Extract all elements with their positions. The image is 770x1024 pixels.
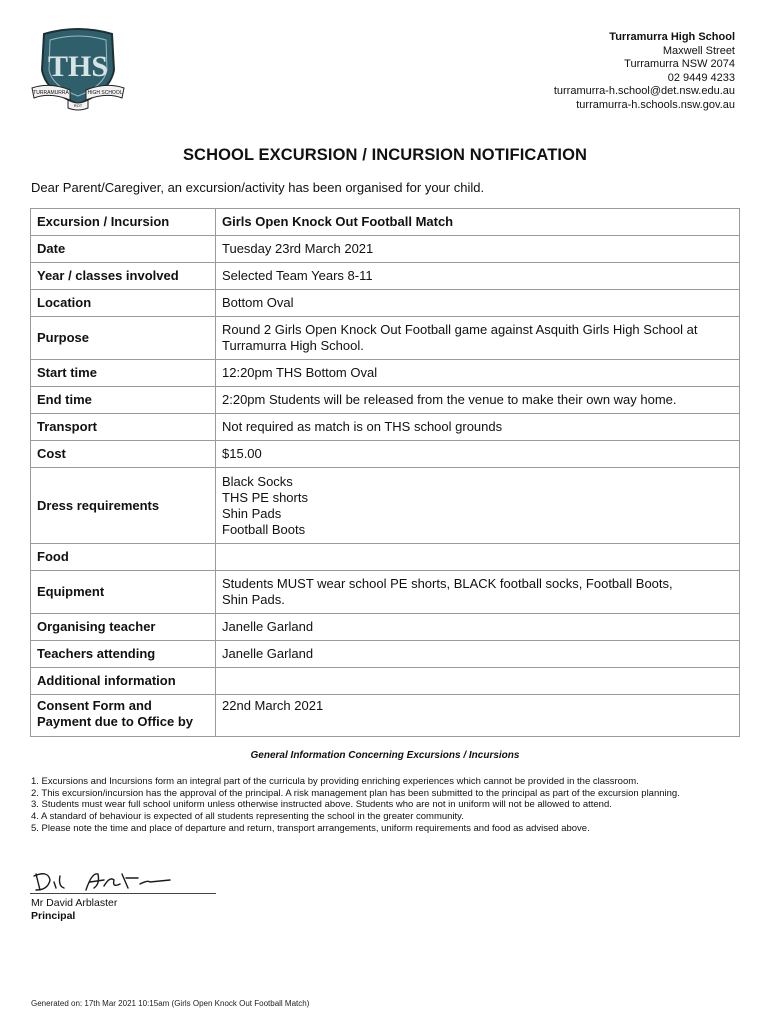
row-food xyxy=(31,544,740,571)
row-end-time xyxy=(31,387,740,414)
intro-text: Dear Parent/Caregiver, an excursion/activity has been organised for your child. xyxy=(31,180,485,195)
label-dress: Dress requirements xyxy=(31,468,216,544)
row-organising-teacher xyxy=(31,614,740,641)
value-cost: $15.00 xyxy=(216,441,740,468)
dress-item: Football Boots xyxy=(222,521,306,537)
signature-line xyxy=(30,893,216,894)
value-transport: Not required as match is on THS school grounds xyxy=(216,414,740,441)
value-excursion: Girls Open Knock Out Football Match xyxy=(216,209,740,236)
label-consent xyxy=(31,695,216,737)
consent-label-line-2: Payment due to Office by xyxy=(37,714,194,729)
school-suburb: Turramurra NSW 2074 xyxy=(624,58,735,71)
school-crest-logo xyxy=(30,26,126,112)
label-date: Date xyxy=(31,236,216,263)
equipment-line-1: Students MUST wear school PE shorts, BLACK football socks, Football Boots, xyxy=(222,576,673,591)
value-food xyxy=(216,544,740,571)
label-cost: Cost xyxy=(31,441,216,468)
general-info-item: 2. This excursion/incursion has the approval of the principal. A risk management plan has been submitted to the principal as part of the excursion planning. xyxy=(31,787,680,799)
row-consent xyxy=(31,695,740,737)
row-start-time xyxy=(31,360,740,387)
label-year: Year / classes involved xyxy=(31,263,216,290)
row-year xyxy=(31,263,740,290)
crest-scroll-left-text: TURRAMURRA xyxy=(33,90,69,96)
row-equipment xyxy=(31,571,740,614)
school-street: Maxwell Street xyxy=(662,44,735,57)
value-date: Tuesday 23rd March 2021 xyxy=(216,236,740,263)
general-info-item: 1. Excursions and Incursions form an integral part of the curricula by providing enriching experiences which cannot be provided in the classroom. xyxy=(31,776,639,787)
row-purpose xyxy=(31,317,740,360)
label-food: Food xyxy=(31,544,216,571)
label-purpose: Purpose xyxy=(31,317,216,360)
purpose-line-2: Turramurra High School. xyxy=(222,338,364,353)
school-name: Turramurra High School xyxy=(609,31,735,43)
row-additional xyxy=(31,668,740,695)
general-info-item: 3. Students must wear full school uniform unless otherwise instructed above. Students who are not in uniform will not be allowed to attend. xyxy=(31,799,612,811)
value-dress xyxy=(216,468,740,544)
general-info-item: 5. Please note the time and place of departure and return, transport arrangements, uniform requirements and food as advised above. xyxy=(31,822,590,834)
label-organising-teacher: Organising teacher xyxy=(31,614,216,641)
generated-footer: Generated on: 17th Mar 2021 10:15am (Girls Open Knock Out Football Match) xyxy=(31,999,310,1008)
value-start-time: 12:20pm THS Bottom Oval xyxy=(216,360,740,387)
row-cost xyxy=(31,441,740,468)
general-info-item: 4. A standard of behaviour is expected of all students representing the school in the greater community. xyxy=(31,811,464,823)
excursion-details-table xyxy=(30,208,740,737)
value-end-time: 2:20pm Students will be released from the venue to make their own way home. xyxy=(216,387,740,414)
crest-ribbon-text: ROT xyxy=(73,103,83,108)
school-website: turramurra-h.schools.nsw.gov.au xyxy=(576,98,735,111)
purpose-line-1: Round 2 Girls Open Knock Out Football game against Asquith Girls High School at xyxy=(222,322,698,337)
consent-label-line-1: Consent Form and xyxy=(37,698,152,713)
row-dress xyxy=(31,468,740,544)
row-excursion xyxy=(31,209,740,236)
general-info-title: General Information Concerning Excursions / Incursions xyxy=(250,750,520,761)
page-title: SCHOOL EXCURSION / INCURSION NOTIFICATION xyxy=(182,146,588,164)
signer-role: Principal xyxy=(31,910,76,922)
label-excursion: Excursion / Incursion xyxy=(31,209,216,236)
value-purpose xyxy=(216,317,740,360)
value-teachers-attending: Janelle Garland xyxy=(216,641,740,668)
school-phone: 02 9449 4233 xyxy=(667,71,735,84)
general-info-list xyxy=(31,776,737,835)
value-additional xyxy=(216,668,740,695)
value-consent: 22nd March 2021 xyxy=(216,695,740,737)
row-teachers-attending xyxy=(31,641,740,668)
label-equipment: Equipment xyxy=(31,571,216,614)
label-transport: Transport xyxy=(31,414,216,441)
row-transport xyxy=(31,414,740,441)
value-year: Selected Team Years 8-11 xyxy=(216,263,740,290)
label-teachers-attending: Teachers attending xyxy=(31,641,216,668)
row-date xyxy=(31,236,740,263)
dress-item: THS PE shorts xyxy=(222,489,308,505)
row-location xyxy=(31,290,740,317)
school-email: turramurra-h.school@det.nsw.edu.au xyxy=(553,85,735,98)
label-start-time: Start time xyxy=(31,360,216,387)
label-additional: Additional information xyxy=(31,668,216,695)
label-location: Location xyxy=(31,290,216,317)
value-location: Bottom Oval xyxy=(216,290,740,317)
school-address xyxy=(554,31,735,113)
crest-letters: THS xyxy=(47,50,109,83)
label-end-time: End time xyxy=(31,387,216,414)
signer-name: Mr David Arblaster xyxy=(31,897,118,909)
dress-item: Shin Pads xyxy=(222,505,282,521)
equipment-line-2: Shin Pads. xyxy=(222,592,285,607)
dress-item: Black Socks xyxy=(222,473,293,489)
value-organising-teacher: Janelle Garland xyxy=(216,614,740,641)
crest-scroll-right-text: HIGH SCHOOL xyxy=(87,90,123,96)
signer-block xyxy=(31,897,117,923)
value-equipment xyxy=(216,571,740,614)
